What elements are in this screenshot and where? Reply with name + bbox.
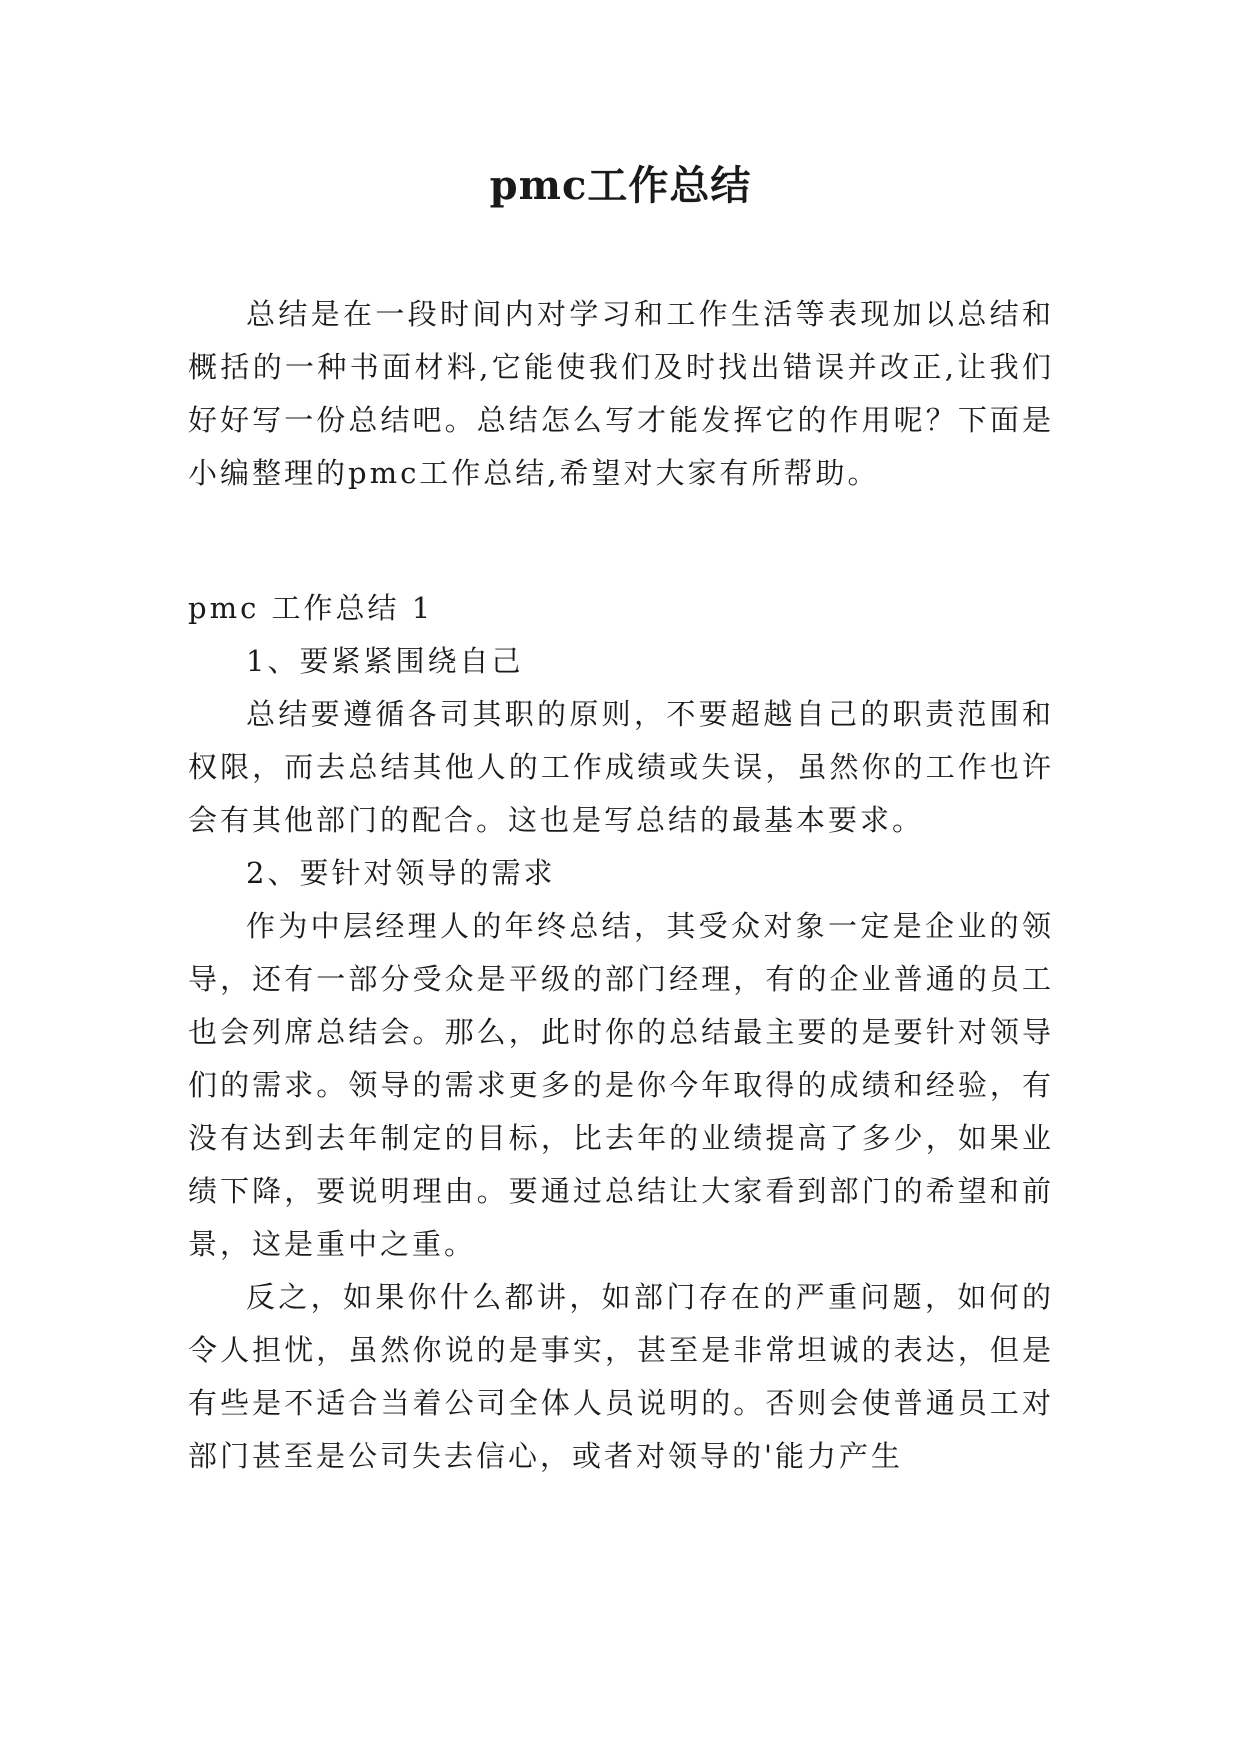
intro-paragraph: 总结是在一段时间内对学习和工作生活等表现加以总结和概括的一种书面材料,它能使我们及时找出错误并改正,让我们好好写一份总结吧。总结怎么写才能发挥它的作用呢？下面是小编整理的pmc工作总结,希望对大家有所帮助。 [188,297,1054,490]
intro-section [188,288,1054,500]
main-section [188,582,1054,1483]
point2-heading: 2、要针对领导的需求 [246,856,556,890]
point1-paragraph: 总结要遵循各司其职的原则，不要超越自己的职责范围和权限，而去总结其他人的工作成绩或失误，虽然你的工作也许会有其他部门的配合。这也是写总结的最基本要求。 [188,697,1054,837]
point2-paragraph-2: 反之，如果你什么都讲，如部门存在的严重问题，如何的令人担忧，虽然你说的是事实，甚至是非常坦诚的表达，但是有些是不适合当着公司全体人员说明的。否则会使普通员工对部门甚至是公司失去信心，或者对领导的'能力产生 [188,1280,1054,1473]
point2-paragraph: 作为中层经理人的年终总结，其受众对象一定是企业的领导，还有一部分受众是平级的部门经理，有的企业普通的员工也会列席总结会。那么，此时你的总结最主要的是要针对领导们的需求。领导的需求更多的是你今年取得的成绩和经验，有没有达到去年制定的目标，比去年的业绩提高了多少，如果业绩下降，要说明理由。要通过总结让大家看到部门的希望和前景，这是重中之重。 [188,909,1054,1261]
point1-heading: 1、要紧紧围绕自己 [246,644,524,678]
section-title: pmc 工作总结 1 [188,591,434,625]
document-title: pmc工作总结 [489,162,752,209]
